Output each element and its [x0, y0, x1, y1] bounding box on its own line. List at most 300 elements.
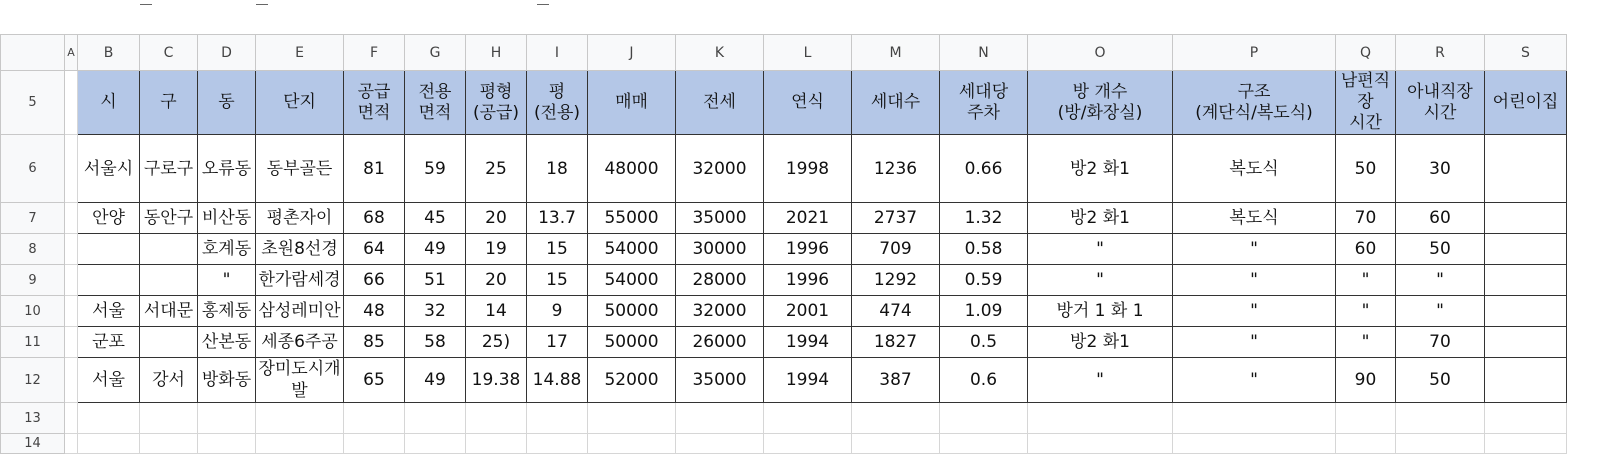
cell-text: 방2 화1	[1070, 332, 1130, 352]
sheet-row-12	[1, 358, 1567, 403]
cell-text: 85	[363, 332, 385, 352]
cell-f8[interactable]	[344, 234, 405, 265]
cell-h13[interactable]	[466, 403, 527, 434]
cell-a7[interactable]	[65, 203, 78, 234]
cell-i9[interactable]	[527, 265, 588, 296]
cell-text: 방2 화1	[1070, 158, 1130, 179]
cell-h12[interactable]	[466, 358, 527, 403]
cell-text: 세대당 주차	[958, 81, 1009, 123]
cell-h14[interactable]	[466, 434, 527, 454]
cell-d8[interactable]	[198, 234, 256, 265]
spreadsheet-grid[interactable]	[0, 34, 1567, 454]
cell-text: 홍제동	[201, 301, 252, 321]
column-header-b[interactable]: B	[78, 35, 140, 71]
column-header-m[interactable]: M	[852, 35, 940, 71]
cell-o14[interactable]	[1028, 434, 1173, 454]
cell-p10[interactable]	[1173, 296, 1336, 327]
cell-text: 13.7	[538, 208, 576, 228]
header-cell-h5[interactable]	[466, 71, 527, 135]
cell-q13[interactable]	[1336, 403, 1396, 434]
cell-i10[interactable]	[527, 296, 588, 327]
cell-g8[interactable]	[405, 234, 466, 265]
column-header-p[interactable]: P	[1173, 35, 1336, 71]
cell-text: 산본동	[201, 332, 252, 352]
cell-q10[interactable]	[1336, 296, 1396, 327]
header-cell-g5[interactable]	[405, 71, 466, 135]
cell-text: 오류동	[201, 158, 252, 179]
cell-f6[interactable]	[344, 135, 405, 203]
cell-k12[interactable]	[676, 358, 764, 403]
cell-s6[interactable]	[1485, 135, 1567, 203]
cell-text: 20	[485, 208, 507, 228]
cell-text: 장미도시개발	[258, 359, 341, 401]
row-header-10[interactable]: 10	[1, 296, 65, 327]
row-header-12[interactable]: 12	[1, 358, 65, 403]
sheet-row-5	[1, 71, 1567, 135]
cell-text: 26000	[692, 332, 747, 352]
toolbar-fragment	[140, 0, 152, 5]
cell-text: 48000	[604, 158, 659, 179]
cell-g14[interactable]	[405, 434, 466, 454]
cell-c8[interactable]	[140, 234, 198, 265]
cell-i14[interactable]	[527, 434, 588, 454]
cell-text: 49	[424, 239, 446, 259]
cell-d13[interactable]	[198, 403, 256, 434]
cell-o7[interactable]	[1028, 203, 1173, 234]
cell-e12[interactable]	[256, 358, 344, 403]
cell-h9[interactable]	[466, 265, 527, 296]
cell-o12[interactable]	[1028, 358, 1173, 403]
cell-c10[interactable]	[140, 296, 198, 327]
column-header-n[interactable]: N	[940, 35, 1028, 71]
cell-c6[interactable]	[140, 135, 198, 203]
cell-text: 0.58	[964, 239, 1003, 259]
cell-n8[interactable]	[940, 234, 1028, 265]
cell-n11[interactable]	[940, 327, 1028, 358]
cell-f11[interactable]	[344, 327, 405, 358]
cell-s8[interactable]	[1485, 234, 1567, 265]
cell-text: 474	[879, 301, 912, 321]
cell-h7[interactable]	[466, 203, 527, 234]
cell-f12[interactable]	[344, 358, 405, 403]
column-header-s[interactable]: S	[1485, 35, 1567, 71]
header-cell-k5[interactable]	[676, 71, 764, 135]
cell-l7[interactable]	[764, 203, 852, 234]
header-cell-b5[interactable]	[78, 71, 140, 135]
cell-k13[interactable]	[676, 403, 764, 434]
cell-n7[interactable]	[940, 203, 1028, 234]
cell-r14[interactable]	[1396, 434, 1485, 454]
column-header-c[interactable]: C	[140, 35, 198, 71]
cell-e7[interactable]	[256, 203, 344, 234]
sheet-row-6	[1, 135, 1567, 203]
cell-o6[interactable]	[1028, 135, 1173, 203]
cell-text: 1994	[785, 370, 830, 390]
cell-c9[interactable]	[140, 265, 198, 296]
cell-a11[interactable]	[65, 327, 78, 358]
cell-l6[interactable]	[764, 135, 852, 203]
cell-text: 1236	[873, 158, 918, 179]
row-header-6[interactable]: 6	[1, 135, 65, 203]
cell-d12[interactable]	[198, 358, 256, 403]
cell-g9[interactable]	[405, 265, 466, 296]
cell-r13[interactable]	[1396, 403, 1485, 434]
cell-b14[interactable]	[78, 434, 140, 454]
cell-a14[interactable]	[65, 434, 78, 454]
cell-p6[interactable]	[1173, 135, 1336, 203]
cell-text: 68	[363, 208, 385, 228]
cell-g6[interactable]	[405, 135, 466, 203]
cell-m7[interactable]	[852, 203, 940, 234]
cell-text: 50	[1429, 239, 1451, 259]
cell-text: 1.09	[964, 301, 1003, 321]
cell-m9[interactable]	[852, 265, 940, 296]
cell-e13[interactable]	[256, 403, 344, 434]
cell-h10[interactable]	[466, 296, 527, 327]
cell-g13[interactable]	[405, 403, 466, 434]
header-cell-f5[interactable]	[344, 71, 405, 135]
cell-m13[interactable]	[852, 403, 940, 434]
cell-text: 25	[485, 158, 507, 179]
column-header-o[interactable]: O	[1028, 35, 1173, 71]
cell-q6[interactable]	[1336, 135, 1396, 203]
cell-p7[interactable]	[1173, 203, 1336, 234]
cell-text: 28000	[692, 270, 747, 290]
cell-text: 54000	[604, 270, 659, 290]
cell-s9[interactable]	[1485, 265, 1567, 296]
cell-n9[interactable]	[940, 265, 1028, 296]
cell-o8[interactable]	[1028, 234, 1173, 265]
cell-f13[interactable]	[344, 403, 405, 434]
cell-s11[interactable]	[1485, 327, 1567, 358]
toolbar-fragment	[537, 0, 549, 5]
toolbar-fragment	[256, 0, 268, 5]
cell-d11[interactable]	[198, 327, 256, 358]
cell-text: 연식	[791, 92, 824, 112]
row-header-8[interactable]: 8	[1, 234, 65, 265]
header-cell-c5[interactable]	[140, 71, 198, 135]
header-cell-j5[interactable]	[588, 71, 676, 135]
cell-text: 2001	[785, 301, 830, 321]
row-header-9[interactable]: 9	[1, 265, 65, 296]
cell-q12[interactable]	[1336, 358, 1396, 403]
cell-text: 방화동	[201, 370, 252, 390]
cell-text: 14.88	[532, 370, 582, 390]
cell-j12[interactable]	[588, 358, 676, 403]
cell-text: 삼성레미안	[258, 301, 341, 321]
cell-text: 어린이집	[1492, 92, 1559, 112]
cell-text: "	[1096, 239, 1104, 259]
row-header-13[interactable]: 13	[1, 403, 65, 434]
cell-a13[interactable]	[65, 403, 78, 434]
cell-r10[interactable]	[1396, 296, 1485, 327]
cell-c14[interactable]	[140, 434, 198, 454]
header-cell-m5[interactable]	[852, 71, 940, 135]
cell-e9[interactable]	[256, 265, 344, 296]
cell-b13[interactable]	[78, 403, 140, 434]
cell-f14[interactable]	[344, 434, 405, 454]
cell-r12[interactable]	[1396, 358, 1485, 403]
cell-m10[interactable]	[852, 296, 940, 327]
row-header-14[interactable]: 14	[1, 434, 65, 454]
cell-e8[interactable]	[256, 234, 344, 265]
cell-text: 15	[546, 239, 568, 259]
cell-text: 2021	[785, 208, 830, 228]
header-cell-n5[interactable]	[940, 71, 1028, 135]
column-header-e[interactable]: E	[256, 35, 344, 71]
cell-s10[interactable]	[1485, 296, 1567, 327]
cell-text: 709	[879, 239, 912, 259]
cell-i6[interactable]	[527, 135, 588, 203]
cell-e11[interactable]	[256, 327, 344, 358]
header-cell-s5[interactable]	[1485, 71, 1567, 135]
cell-k11[interactable]	[676, 327, 764, 358]
column-header-row	[1, 35, 1567, 71]
cell-j6[interactable]	[588, 135, 676, 203]
toolbar-fragment	[0, 0, 30, 4]
cell-m12[interactable]	[852, 358, 940, 403]
cell-b11[interactable]	[78, 327, 140, 358]
column-header-l[interactable]: L	[764, 35, 852, 71]
header-cell-o5[interactable]	[1028, 71, 1173, 135]
cell-k8[interactable]	[676, 234, 764, 265]
column-header-a[interactable]: A	[65, 35, 78, 71]
cell-text: 0.6	[969, 370, 998, 390]
cell-j13[interactable]	[588, 403, 676, 434]
cell-k7[interactable]	[676, 203, 764, 234]
cell-o10[interactable]	[1028, 296, 1173, 327]
cell-a12[interactable]	[65, 358, 78, 403]
cell-p9[interactable]	[1173, 265, 1336, 296]
cell-f7[interactable]	[344, 203, 405, 234]
cell-l14[interactable]	[764, 434, 852, 454]
cell-d14[interactable]	[198, 434, 256, 454]
cell-i12[interactable]	[527, 358, 588, 403]
toolbar-strip	[0, 0, 1604, 34]
cell-text: 60	[1354, 239, 1377, 259]
cell-p12[interactable]	[1173, 358, 1336, 403]
cell-n6[interactable]	[940, 135, 1028, 203]
cell-text: 51	[424, 270, 446, 290]
cell-b9[interactable]	[78, 265, 140, 296]
cell-b12[interactable]	[78, 358, 140, 403]
header-cell-d5[interactable]	[198, 71, 256, 135]
cell-text: 64	[363, 239, 385, 259]
cell-text: 비산동	[201, 208, 252, 228]
column-header-q[interactable]: Q	[1336, 35, 1396, 71]
cell-c13[interactable]	[140, 403, 198, 434]
cell-text: 1998	[785, 158, 830, 179]
cell-a10[interactable]	[65, 296, 78, 327]
cell-m14[interactable]	[852, 434, 940, 454]
cell-text: "	[1250, 370, 1258, 390]
cell-r8[interactable]	[1396, 234, 1485, 265]
cell-k10[interactable]	[676, 296, 764, 327]
cell-text: 서울	[92, 370, 125, 390]
column-header-j[interactable]: J	[588, 35, 676, 71]
cell-d7[interactable]	[198, 203, 256, 234]
cell-l10[interactable]	[764, 296, 852, 327]
cell-j8[interactable]	[588, 234, 676, 265]
cell-l12[interactable]	[764, 358, 852, 403]
cell-d10[interactable]	[198, 296, 256, 327]
cell-i8[interactable]	[527, 234, 588, 265]
cell-j7[interactable]	[588, 203, 676, 234]
cell-i7[interactable]	[527, 203, 588, 234]
cell-o11[interactable]	[1028, 327, 1173, 358]
cell-j10[interactable]	[588, 296, 676, 327]
cell-n10[interactable]	[940, 296, 1028, 327]
cell-m11[interactable]	[852, 327, 940, 358]
cell-n13[interactable]	[940, 403, 1028, 434]
cell-text: 복도식	[1229, 158, 1279, 179]
cell-text: 9	[551, 301, 563, 321]
cell-o13[interactable]	[1028, 403, 1173, 434]
cell-m6[interactable]	[852, 135, 940, 203]
select-all-corner[interactable]	[1, 35, 65, 71]
header-cell-r5[interactable]	[1396, 71, 1485, 135]
cell-d9[interactable]	[198, 265, 256, 296]
cell-p11[interactable]	[1173, 327, 1336, 358]
cell-text: 동부골든	[266, 158, 333, 179]
cell-s13[interactable]	[1485, 403, 1567, 434]
cell-text: "	[1361, 270, 1370, 290]
cell-c11[interactable]	[140, 327, 198, 358]
cell-a5[interactable]	[65, 71, 78, 135]
cell-text: 0.5	[969, 332, 998, 352]
column-header-k[interactable]: K	[676, 35, 764, 71]
header-cell-l5[interactable]	[764, 71, 852, 135]
header-cell-p5[interactable]	[1173, 71, 1336, 135]
cell-o9[interactable]	[1028, 265, 1173, 296]
cell-b6[interactable]	[78, 135, 140, 203]
cell-text: 50	[1354, 158, 1377, 179]
cell-l13[interactable]	[764, 403, 852, 434]
cell-text: 50000	[604, 332, 659, 352]
cell-l11[interactable]	[764, 327, 852, 358]
cell-b10[interactable]	[78, 296, 140, 327]
column-header-h[interactable]: H	[466, 35, 527, 71]
cell-text: 한가람세경	[258, 270, 341, 290]
cell-text: 35000	[692, 208, 747, 228]
header-cell-q5[interactable]	[1336, 71, 1396, 135]
cell-q9[interactable]	[1336, 265, 1396, 296]
cell-n14[interactable]	[940, 434, 1028, 454]
cell-b7[interactable]	[78, 203, 140, 234]
cell-text: 세종6주공	[261, 332, 338, 352]
cell-q11[interactable]	[1336, 327, 1396, 358]
cell-g10[interactable]	[405, 296, 466, 327]
cell-f10[interactable]	[344, 296, 405, 327]
cell-r11[interactable]	[1396, 327, 1485, 358]
cell-k9[interactable]	[676, 265, 764, 296]
cell-f9[interactable]	[344, 265, 405, 296]
cell-h6[interactable]	[466, 135, 527, 203]
cell-n12[interactable]	[940, 358, 1028, 403]
cell-text: "	[1250, 301, 1258, 321]
cell-g7[interactable]	[405, 203, 466, 234]
cell-text: "	[1361, 301, 1370, 321]
cell-text: 방거 1 화 1	[1056, 301, 1144, 321]
cell-e6[interactable]	[256, 135, 344, 203]
row-header-11[interactable]: 11	[1, 327, 65, 358]
cell-text: 30	[1429, 158, 1451, 179]
cell-i13[interactable]	[527, 403, 588, 434]
cell-p13[interactable]	[1173, 403, 1336, 434]
cell-b8[interactable]	[78, 234, 140, 265]
cell-s14[interactable]	[1485, 434, 1567, 454]
cell-text: 18	[546, 158, 568, 179]
cell-l8[interactable]	[764, 234, 852, 265]
cell-j11[interactable]	[588, 327, 676, 358]
cell-s12[interactable]	[1485, 358, 1567, 403]
cell-text: 평형 (공급)	[472, 81, 520, 123]
cell-text: "	[1436, 270, 1444, 290]
header-cell-e5[interactable]	[256, 71, 344, 135]
cell-q7[interactable]	[1336, 203, 1396, 234]
cell-g12[interactable]	[405, 358, 466, 403]
cell-a6[interactable]	[65, 135, 78, 203]
cell-h8[interactable]	[466, 234, 527, 265]
cell-k6[interactable]	[676, 135, 764, 203]
cell-p8[interactable]	[1173, 234, 1336, 265]
column-header-r[interactable]: R	[1396, 35, 1485, 71]
column-header-f[interactable]: F	[344, 35, 405, 71]
row-header-5[interactable]: 5	[1, 71, 65, 135]
cell-text: "	[1250, 239, 1258, 259]
cell-r9[interactable]	[1396, 265, 1485, 296]
cell-e10[interactable]	[256, 296, 344, 327]
cell-text: "	[1096, 270, 1104, 290]
cell-text: 50000	[604, 301, 659, 321]
cell-i11[interactable]	[527, 327, 588, 358]
cell-a8[interactable]	[65, 234, 78, 265]
cell-text: 1827	[873, 332, 918, 352]
cell-s7[interactable]	[1485, 203, 1567, 234]
cell-l9[interactable]	[764, 265, 852, 296]
cell-k14[interactable]	[676, 434, 764, 454]
cell-c12[interactable]	[140, 358, 198, 403]
column-header-d[interactable]: D	[198, 35, 256, 71]
cell-r6[interactable]	[1396, 135, 1485, 203]
cell-text: 70	[1354, 208, 1377, 228]
cell-text: 58	[424, 332, 446, 352]
cell-d6[interactable]	[198, 135, 256, 203]
column-header-i[interactable]: I	[527, 35, 588, 71]
cell-text: 32000	[692, 158, 747, 179]
cell-m8[interactable]	[852, 234, 940, 265]
cell-q14[interactable]	[1336, 434, 1396, 454]
cell-a9[interactable]	[65, 265, 78, 296]
cell-c7[interactable]	[140, 203, 198, 234]
cell-h11[interactable]	[466, 327, 527, 358]
cell-r7[interactable]	[1396, 203, 1485, 234]
column-header-g[interactable]: G	[405, 35, 466, 71]
header-cell-i5[interactable]	[527, 71, 588, 135]
sheet-row-11	[1, 327, 1567, 358]
cell-j9[interactable]	[588, 265, 676, 296]
cell-g11[interactable]	[405, 327, 466, 358]
cell-text: 90	[1354, 370, 1377, 390]
cell-text: 50	[1429, 370, 1451, 390]
cell-text: 19	[485, 239, 507, 259]
cell-text: 0.59	[964, 270, 1003, 290]
cell-j14[interactable]	[588, 434, 676, 454]
cell-e14[interactable]	[256, 434, 344, 454]
cell-p14[interactable]	[1173, 434, 1336, 454]
row-header-7[interactable]: 7	[1, 203, 65, 234]
cell-q8[interactable]	[1336, 234, 1396, 265]
